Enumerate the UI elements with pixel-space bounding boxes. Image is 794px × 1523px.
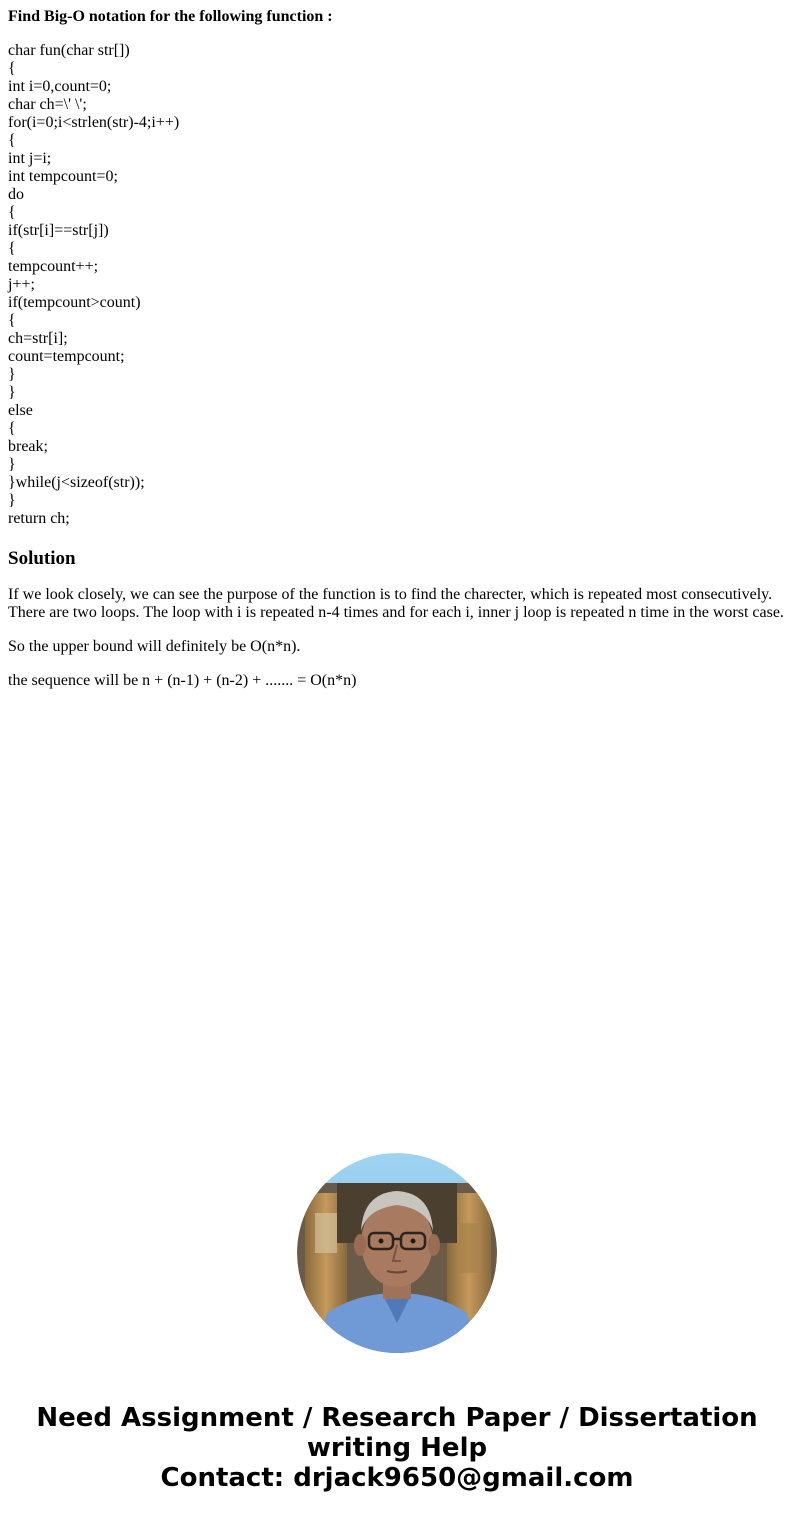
- code-block: [8, 42, 788, 528]
- code-line: }while(j<sizeof(str));: [8, 474, 145, 491]
- code-line: }: [8, 456, 16, 473]
- footer-line: writing Help: [306, 1433, 488, 1463]
- code-line: int i=0,count=0;: [8, 78, 112, 95]
- code-line: count=tempcount;: [8, 348, 125, 365]
- code-line: int tempcount=0;: [8, 168, 118, 185]
- footer-contact-email: Contact: drjack9650@gmail.com: [160, 1463, 634, 1493]
- code-line: do: [8, 186, 24, 203]
- code-line: {: [8, 240, 16, 257]
- code-line: {: [8, 312, 16, 329]
- code-line: return ch;: [8, 510, 70, 527]
- avatar-photo-icon: [297, 1153, 497, 1353]
- author-avatar: [297, 1153, 497, 1353]
- code-line: int j=i;: [8, 150, 52, 167]
- code-line: ch=str[i];: [8, 330, 68, 347]
- code-line: }: [8, 366, 16, 383]
- solution-paragraph: So the upper bound will definitely be O(n*n).: [8, 638, 301, 655]
- code-line: {: [8, 420, 16, 437]
- code-line: }: [8, 384, 16, 401]
- footer-line: Need Assignment / Research Paper / Dissertation: [36, 1403, 758, 1433]
- solution-paragraph: the sequence will be n + (n-1) + (n-2) + ....... = O(n*n): [8, 672, 357, 689]
- code-line: if(str[i]==str[j]): [8, 222, 109, 239]
- code-line: tempcount++;: [8, 258, 99, 275]
- code-line: {: [8, 132, 16, 149]
- solution-heading: Solution: [8, 548, 76, 569]
- code-line: char fun(char str[]): [8, 42, 130, 59]
- code-line: break;: [8, 438, 48, 455]
- solution-paragraph: If we look closely, we can see the purpose of the function is to find the charecter, which is repeated most consecutively. There are two loops. The loop with i is repeated n-4 times and for each i, inner j loop is repeated n time in the worst case.: [8, 586, 784, 621]
- code-line: char ch=\' \';: [8, 96, 87, 113]
- code-line: if(tempcount>count): [8, 294, 141, 311]
- code-line: else: [8, 402, 33, 419]
- code-line: {: [8, 60, 16, 77]
- code-line: j++;: [8, 276, 35, 293]
- question-title: Find Big-O notation for the following function :: [8, 8, 333, 25]
- code-line: {: [8, 204, 16, 221]
- page-content: [8, 0, 788, 706]
- code-line: }: [8, 492, 16, 509]
- footer-contact: [0, 1403, 794, 1493]
- code-line: for(i=0;i<strlen(str)-4;i++): [8, 114, 180, 131]
